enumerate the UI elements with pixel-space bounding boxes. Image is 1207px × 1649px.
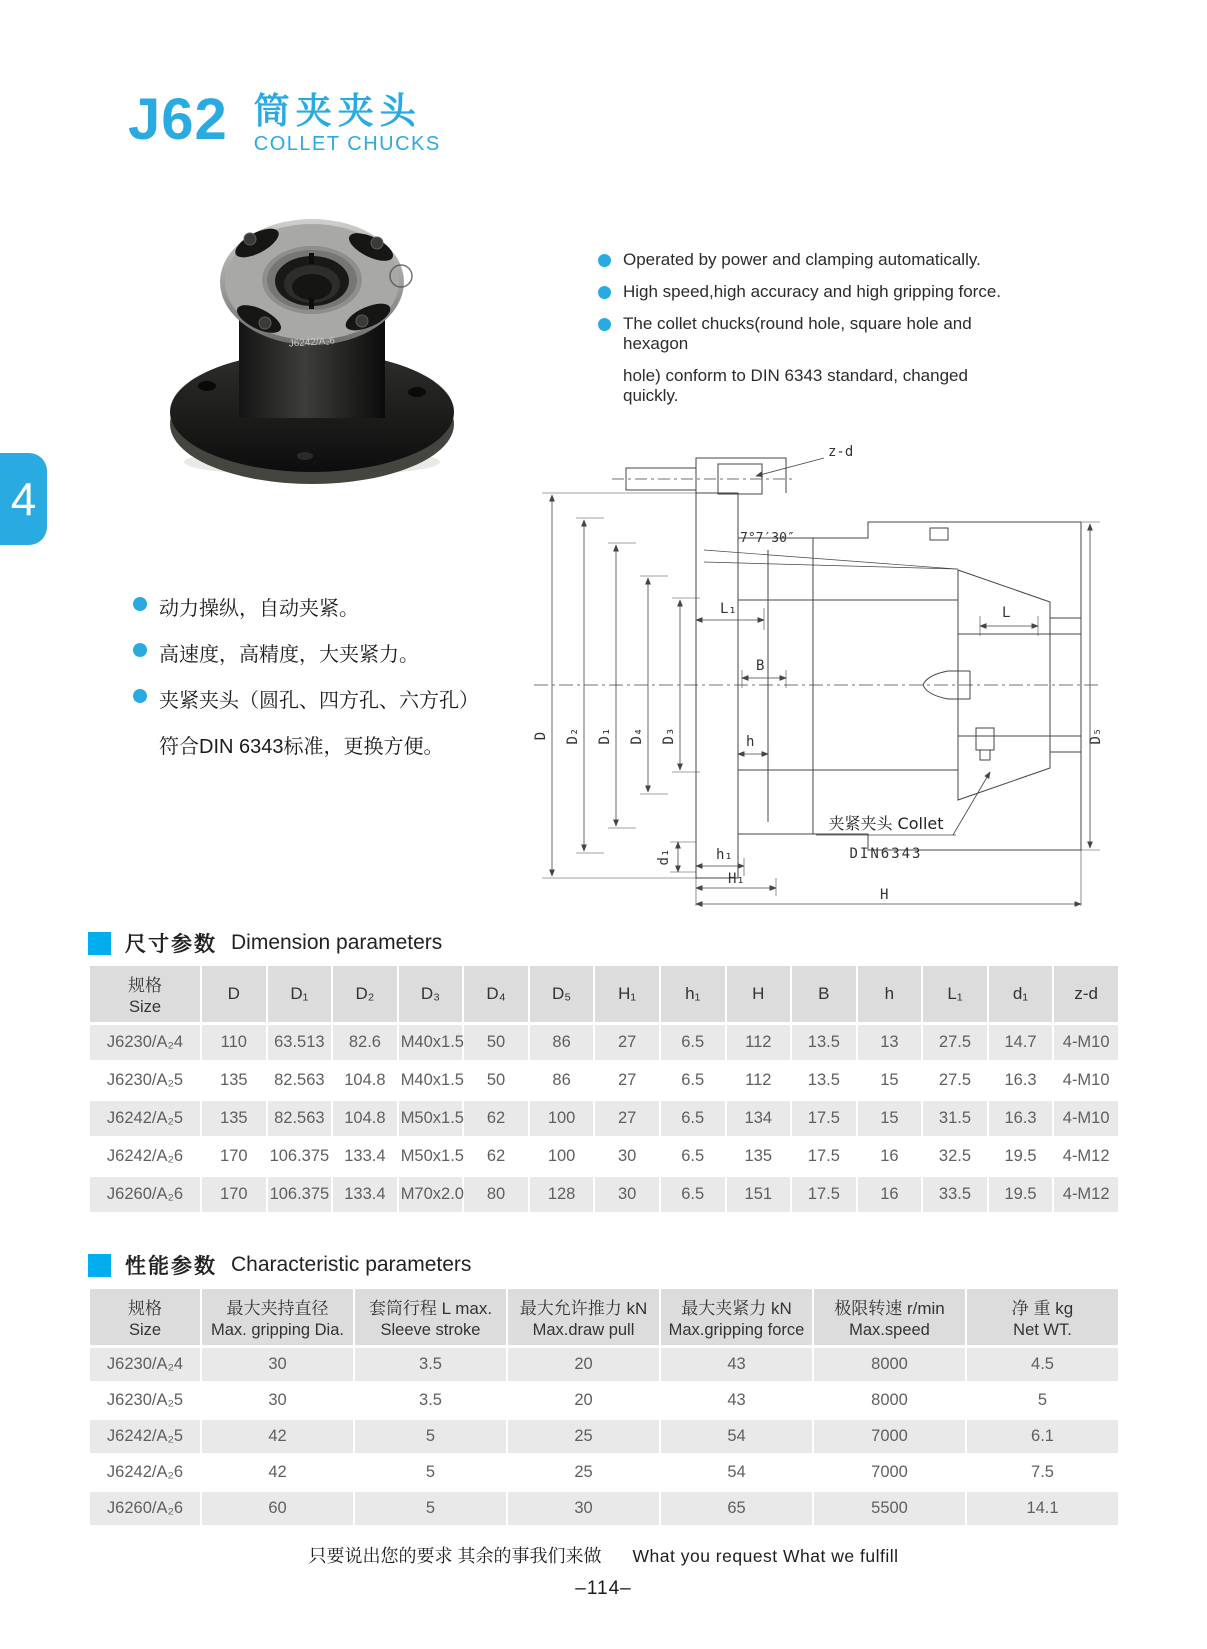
table-row	[90, 1420, 1118, 1453]
table-header-row	[90, 966, 1118, 1022]
table-cell: M50x1.5	[399, 1101, 463, 1136]
column-header: 规格 Size	[90, 1289, 200, 1345]
table-cell: 65	[661, 1492, 812, 1525]
column-header: D	[202, 966, 266, 1022]
list-item	[598, 314, 1018, 354]
table-cell: 110	[202, 1025, 266, 1060]
table-cell: 80	[464, 1177, 528, 1212]
table-cell: 27	[595, 1063, 659, 1098]
section-square-icon	[88, 932, 111, 955]
dim-label-D2: D₂	[565, 727, 581, 745]
bullet-icon	[598, 254, 611, 267]
dim-label-z-d: z-d	[828, 444, 854, 460]
feature-text: 动力操纵，自动夹紧。	[159, 598, 359, 620]
column-header: D₃	[399, 966, 463, 1022]
table-cell: 112	[727, 1063, 791, 1098]
table-cell: 133.4	[333, 1177, 397, 1212]
table-header-row	[90, 1289, 1118, 1345]
table-cell: 27	[595, 1101, 659, 1136]
table-cell: 5500	[814, 1492, 965, 1525]
feature-text: High speed,high accuracy and high gripping force.	[623, 282, 1002, 301]
table-cell: J6230/A₂5	[90, 1063, 200, 1098]
table-cell: 104.8	[333, 1063, 397, 1098]
table-cell: 30	[595, 1177, 659, 1212]
page-number: –114–	[575, 1578, 632, 1599]
table-cell: 6.5	[661, 1101, 725, 1136]
table-cell: 25	[508, 1456, 659, 1489]
table-cell: 17.5	[792, 1139, 856, 1174]
column-header: 最大夹持直径 Max. gripping Dia.	[202, 1289, 353, 1345]
table-cell: 16	[858, 1177, 922, 1212]
table-cell: 5	[967, 1384, 1118, 1417]
table-cell: 63.513	[268, 1025, 332, 1060]
table-cell: 86	[530, 1063, 594, 1098]
table-cell: 6.5	[661, 1063, 725, 1098]
footer-slogan-en: What you request What we fulfill	[632, 1546, 899, 1566]
table-row	[90, 1101, 1118, 1136]
feature-text: The collet chucks(round hole, square hole and hexagon	[623, 314, 972, 353]
table-cell: 14.1	[967, 1492, 1118, 1525]
table-cell: 8000	[814, 1384, 965, 1417]
feature-text: Operated by power and clamping automatically.	[623, 250, 981, 269]
table-cell: 60	[202, 1492, 353, 1525]
table-cell: 100	[530, 1139, 594, 1174]
table-cell: 4-M10	[1054, 1101, 1118, 1136]
table-cell: 3.5	[355, 1384, 506, 1417]
section-title-zh: 尺寸参数	[125, 933, 217, 956]
column-header: 净 重 kg Net WT.	[967, 1289, 1118, 1345]
table-cell: 5	[355, 1456, 506, 1489]
characteristic-section-title	[88, 1250, 471, 1280]
table-cell: 86	[530, 1025, 594, 1060]
table-cell: 6.5	[661, 1177, 725, 1212]
table-cell: J6242/A₂6	[90, 1139, 200, 1174]
column-header: h₁	[661, 966, 725, 1022]
dimension-table	[88, 963, 1120, 1215]
product-title-zh: 筒夹夹头	[253, 90, 422, 131]
table-cell: 106.375	[268, 1177, 332, 1212]
table-row	[90, 1492, 1118, 1525]
table-cell: 82.563	[268, 1101, 332, 1136]
footer-slogan	[0, 1542, 1207, 1568]
table-cell: 42	[202, 1456, 353, 1489]
dim-label-B: B	[756, 658, 765, 674]
table-cell: 19.5	[989, 1177, 1053, 1212]
drawing-lines	[534, 458, 1100, 878]
dim-label-angle: 7°7′30″	[740, 531, 795, 546]
dim-label-L1: L₁	[720, 601, 737, 617]
table-cell: 30	[202, 1348, 353, 1381]
list-item	[623, 366, 1018, 406]
table-cell: 16.3	[989, 1101, 1053, 1136]
table-cell: 128	[530, 1177, 594, 1212]
page-header	[128, 87, 441, 156]
column-header: H	[727, 966, 791, 1022]
table-cell: 31.5	[923, 1101, 987, 1136]
table-cell: 8000	[814, 1348, 965, 1381]
table-cell: 170	[202, 1139, 266, 1174]
column-header: H₁	[595, 966, 659, 1022]
table-cell: J6230/A₂4	[90, 1348, 200, 1381]
dim-label-D1: D₁	[597, 727, 613, 745]
collet-annotation: 夹紧夹头 Collet	[828, 814, 944, 833]
dim-label-h1: h₁	[716, 847, 733, 863]
collet-chuck-image	[170, 219, 454, 484]
list-item	[133, 592, 563, 621]
column-header: B	[792, 966, 856, 1022]
table-cell: 5	[355, 1420, 506, 1453]
bullet-icon	[133, 643, 147, 657]
table-row	[90, 1025, 1118, 1060]
bullet-icon	[598, 286, 611, 299]
table-row	[90, 1384, 1118, 1417]
table-cell: 151	[727, 1177, 791, 1212]
table-cell: 16	[858, 1139, 922, 1174]
table-cell: 133.4	[333, 1139, 397, 1174]
table-cell: 4-M10	[1054, 1025, 1118, 1060]
table-cell: 13.5	[792, 1063, 856, 1098]
table-cell: 15	[858, 1101, 922, 1136]
feature-text: 夹紧夹头（圆孔、四方孔、六方孔）	[159, 690, 479, 712]
table-cell: 27	[595, 1025, 659, 1060]
table-cell: 27.5	[923, 1063, 987, 1098]
table-cell: 135	[202, 1063, 266, 1098]
list-item	[133, 638, 563, 667]
table-cell: 20	[508, 1384, 659, 1417]
table-cell: 170	[202, 1177, 266, 1212]
table-cell: 30	[508, 1492, 659, 1525]
table-cell: J6242/A₂5	[90, 1101, 200, 1136]
table-row	[90, 1063, 1118, 1098]
table-cell: J6260/A₂6	[90, 1492, 200, 1525]
section-title-en: Dimension parameters	[231, 931, 443, 954]
dim-label-H1: H₁	[728, 871, 745, 887]
table-cell: 4-M10	[1054, 1063, 1118, 1098]
table-cell: 17.5	[792, 1177, 856, 1212]
chapter-tab	[0, 453, 47, 545]
table-cell: 62	[464, 1101, 528, 1136]
table-cell: 54	[661, 1420, 812, 1453]
table-cell: 30	[202, 1384, 353, 1417]
table-row	[90, 1456, 1118, 1489]
table-cell: 6.5	[661, 1025, 725, 1060]
section-title-en: Characteristic parameters	[231, 1253, 472, 1276]
photo-engraving: J6242/A₂6	[288, 335, 336, 350]
feature-list-zh	[133, 592, 563, 776]
table-cell: 32.5	[923, 1139, 987, 1174]
table-cell: 50	[464, 1063, 528, 1098]
table-cell: 33.5	[923, 1177, 987, 1212]
table-cell: 7000	[814, 1420, 965, 1453]
section-title-zh: 性能参数	[125, 1255, 217, 1278]
table-cell: 7000	[814, 1456, 965, 1489]
table-cell: J6230/A₂4	[90, 1025, 200, 1060]
column-header: 最大夹紧力 kN Max.gripping force	[661, 1289, 812, 1345]
feature-list-en	[598, 250, 1018, 418]
dim-label-h: h	[746, 734, 755, 750]
table-cell: 25	[508, 1420, 659, 1453]
table-cell: 135	[727, 1139, 791, 1174]
table-cell: 82.6	[333, 1025, 397, 1060]
table-cell: 4.5	[967, 1348, 1118, 1381]
table-cell: 6.1	[967, 1420, 1118, 1453]
table-cell: 13	[858, 1025, 922, 1060]
table-cell: 20	[508, 1348, 659, 1381]
table-cell: 112	[727, 1025, 791, 1060]
dim-label-D4: D₄	[629, 727, 645, 745]
column-header: 套筒行程 L max. Sleeve stroke	[355, 1289, 506, 1345]
table-cell: 30	[595, 1139, 659, 1174]
dim-label-L: L	[1002, 605, 1011, 621]
table-cell: 43	[661, 1348, 812, 1381]
title-block	[254, 92, 441, 156]
table-cell: 15	[858, 1063, 922, 1098]
column-header: D₂	[333, 966, 397, 1022]
table-cell: 82.563	[268, 1063, 332, 1098]
column-header: d₁	[989, 966, 1053, 1022]
table-cell: J6242/A₂6	[90, 1456, 200, 1489]
list-item	[133, 684, 563, 713]
table-cell: M40x1.5	[399, 1063, 463, 1098]
column-header: D₅	[530, 966, 594, 1022]
table-row	[90, 1177, 1118, 1212]
bullet-icon	[133, 597, 147, 611]
table-cell: 104.8	[333, 1101, 397, 1136]
column-header: 最大允许推力 kN Max.draw pull	[508, 1289, 659, 1345]
table-cell: 14.7	[989, 1025, 1053, 1060]
table-cell: 43	[661, 1384, 812, 1417]
column-header: D₁	[268, 966, 332, 1022]
table-cell: J6260/A₂6	[90, 1177, 200, 1212]
list-item	[598, 282, 1018, 302]
table-cell: 62	[464, 1139, 528, 1174]
table-cell: M40x1.5	[399, 1025, 463, 1060]
table-row	[90, 1348, 1118, 1381]
bullet-icon	[133, 689, 147, 703]
table-cell: 4-M12	[1054, 1177, 1118, 1212]
table-cell: 4-M12	[1054, 1139, 1118, 1174]
table-cell: J6242/A₂5	[90, 1420, 200, 1453]
table-cell: 106.375	[268, 1139, 332, 1174]
dim-label-D5: D₅	[1088, 727, 1104, 745]
table-cell: 135	[202, 1101, 266, 1136]
table-cell: 134	[727, 1101, 791, 1136]
table-cell: M50x1.5	[399, 1139, 463, 1174]
table-cell: 17.5	[792, 1101, 856, 1136]
dimension-lines	[542, 458, 1100, 906]
list-item	[159, 730, 563, 759]
column-header: h	[858, 966, 922, 1022]
dimension-section-title	[88, 928, 442, 958]
dim-label-D: D	[533, 731, 549, 741]
table-cell: 50	[464, 1025, 528, 1060]
table-cell: 13.5	[792, 1025, 856, 1060]
product-photo	[165, 190, 460, 490]
table-cell: 42	[202, 1420, 353, 1453]
bullet-icon	[598, 318, 611, 331]
list-item	[598, 250, 1018, 270]
table-cell: M70x2.0	[399, 1177, 463, 1212]
column-header: L₁	[923, 966, 987, 1022]
dim-label-H: H	[880, 887, 889, 903]
table-cell: 19.5	[989, 1139, 1053, 1174]
column-header: 极限转速 r/min Max.speed	[814, 1289, 965, 1345]
table-row	[90, 1139, 1118, 1174]
table-cell: 5	[355, 1492, 506, 1525]
model-number: J62	[128, 87, 228, 152]
section-square-icon	[88, 1254, 111, 1277]
table-cell: 54	[661, 1456, 812, 1489]
chapter-number: 4	[10, 473, 37, 525]
table-cell: 100	[530, 1101, 594, 1136]
characteristic-table	[88, 1286, 1120, 1528]
column-header: 规格 Size	[90, 966, 200, 1022]
table-cell: J6230/A₂5	[90, 1384, 200, 1417]
dim-label-d1: d₁	[656, 848, 672, 866]
table-cell: 3.5	[355, 1348, 506, 1381]
feature-text: 符合DIN 6343标准，更换方便。	[159, 736, 444, 758]
feature-text: hole) conform to DIN 6343 standard, changed quickly.	[623, 366, 968, 405]
collet-standard: DIN6343	[849, 846, 923, 862]
technical-drawing	[528, 438, 1106, 908]
dim-label-D3: D₃	[661, 727, 677, 745]
feature-text: 高速度，高精度，大夹紧力。	[159, 644, 419, 666]
footer-slogan-zh: 只要说出您的要求 其余的事我们来做	[308, 1546, 602, 1566]
table-cell: 16.3	[989, 1063, 1053, 1098]
table-cell: 27.5	[923, 1025, 987, 1060]
table-cell: 6.5	[661, 1139, 725, 1174]
product-title-en: COLLET CHUCKS	[253, 132, 441, 155]
table-cell: 7.5	[967, 1456, 1118, 1489]
column-header: z-d	[1054, 966, 1118, 1022]
column-header: D₄	[464, 966, 528, 1022]
